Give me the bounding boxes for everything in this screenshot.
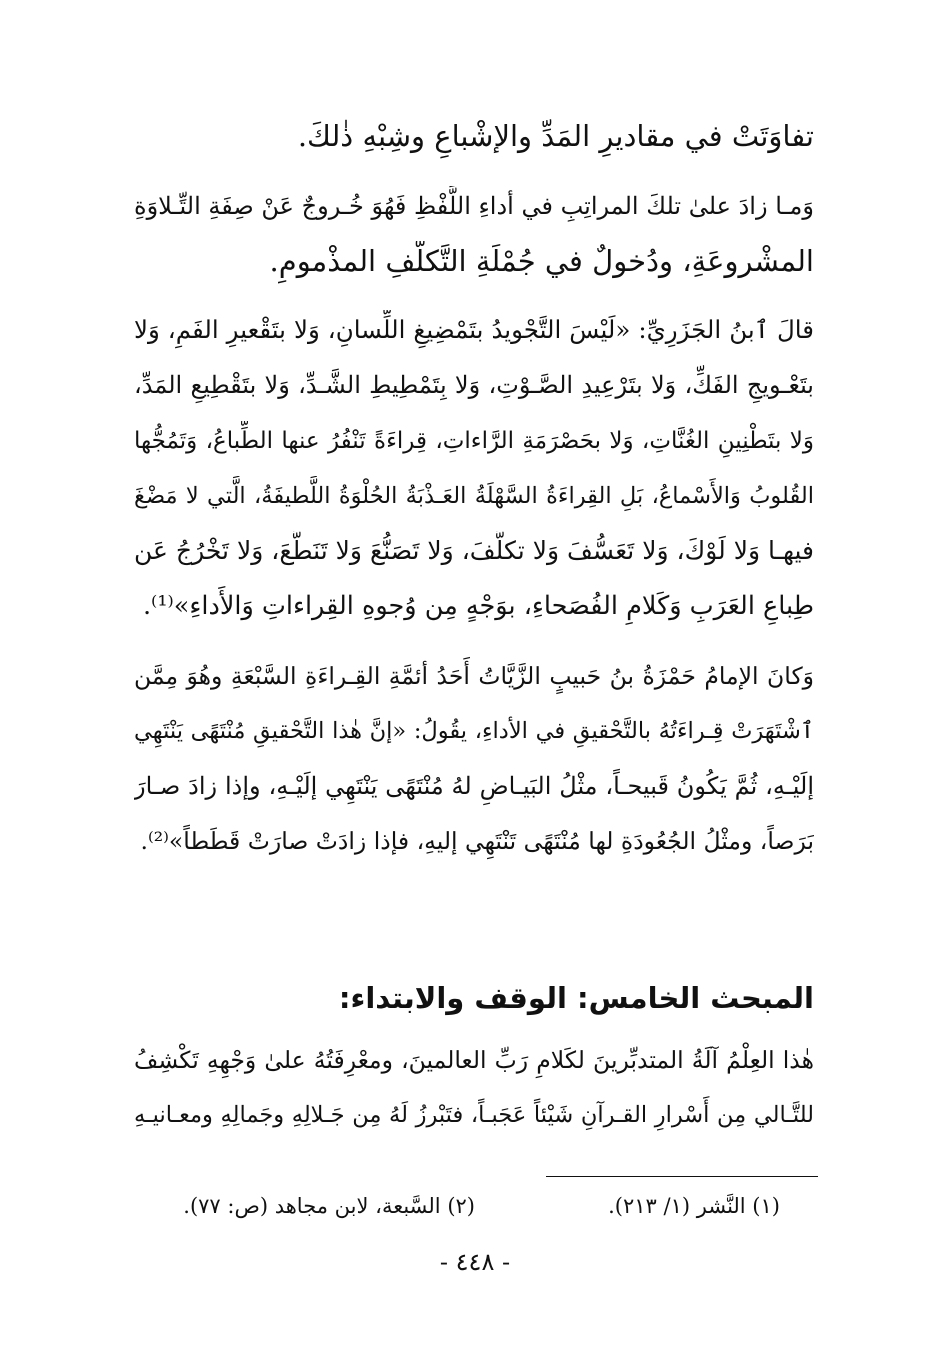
paragraph-4-line-4: بَرَصاً، ومثْلُ الجُعُودَةِ لها مُنْتَهًى تَنْتَهِي إليهِ، فإذا زادَتْ صارَتْ قَطَطاً»⁽²⁾. xyxy=(140,827,814,855)
paragraph-3-line-4: القُلوبُ وَالأَسْماعُ، بَلِ القِراءَةُ السَّهْلَةُ العَـذْبَةُ الحُلْوَةُ اللَّطيفَةُ، الَّتي لا مَضْغَ xyxy=(134,483,814,509)
paragraph-5-line-1: هٰذا العِلْمُ آلَةُ المتدبِّرينَ لكَلامِ رَبِّ العالمينَ، ومعْرِفَتُهُ علىٰ وَجْهِهِ تَكْشِفُ xyxy=(134,1046,814,1074)
paragraph-4-line-3: إلَيْـهِ، ثُمَّ يَكُونُ قَبيحـاً، مثْلُ البَيـاضِ لهُ مُنْتَهًى يَنْتَهِي إلَيْـهِ، وإذا زادَ صـارَ xyxy=(134,772,814,800)
paragraph-2-line-2: المشْروعَةِ، ودُخولٌ في جُمْلَةِ التَّكلُّفِ المذْمومِ. xyxy=(269,244,814,278)
paragraph-4-line-2: ٱشْتَهَرَتْ قِـراءَتُهُ بالتَّحْقيقِ في الأداءِ، يقُولُ: «إنَّ هٰذا التَّحْقيقِ مُنْتَهًى يَنْتَهِي xyxy=(134,718,814,744)
page-number: - ٤٤٨ - xyxy=(439,1248,511,1276)
footnote-2: (٢) السَّبعة، لابن مجاهد (ص: ٧٧). xyxy=(183,1194,475,1218)
paragraph-3-line-6: طِباعِ العَرَبِ وَكَلامِ الفُصَحاءِ، بوَجْهٍ مِن وُجوهِ القِراءاتِ وَالأَداءِ»⁽¹⁾. xyxy=(142,591,814,621)
footnote-1: (١) النَّشر (١/ ٢١٣). xyxy=(608,1194,780,1218)
paragraph-3-line-2: بتَعْـويجِ الفَكِّ، وَلا بتَرْعِيدِ الصَّـوْتِ، وَلا بِتَمْطِيطِ الشَّـدِّ، وَلا بتَقْطِيعِ المَدِّ، xyxy=(134,371,814,399)
paragraph-3-line-3: وَلا بتَطْنِينِ الغُنَّاتِ، وَلا بحَصْرَمَةِ الرَّاءاتِ، قِراءَةً تَنْفُرُ عنها الطِّباعُ، وَتَمُجُّها xyxy=(134,428,814,454)
section-heading: المبحث الخامس: الوقف والابتداء: xyxy=(338,981,814,1015)
paragraph-2-line-1: وَمـا زادَ علىٰ تلكَ المراتِبِ في أداءِ اللَّفْظِ فَهُوَ خُـروجٌ عَنْ صِفَةِ التِّـلاوَةِ xyxy=(134,192,814,220)
paragraph-3-line-5: فيهـا وَلا لَوْكَ، وَلا تَعَسُّفَ وَلا تكلُّفَ، وَلا تَصَنُّعَ وَلا تَنَطُّعَ، وَلا تَخْرُجُ عَن xyxy=(134,536,814,565)
paragraph-5-line-2: للتَّـالي مِن أَسْرارِ القـرآنِ شَيْئاً عَجَبـاً، فتَبْرزُ لَهُ مِن جَـلالِهِ وجَمالِهِ ومعـانيـهِ xyxy=(134,1102,814,1128)
paragraph-1-line-1: تفاوَتَتْ في مقاديرِ المَدِّ والإشْباعِ وشِبْهِ ذٰلكَ. xyxy=(297,119,814,153)
paragraph-4-line-1: وَكانَ الإمامُ حَمْزَةُ بنُ حَبيبٍ الزَّيَّاتُ أَحَدُ أئمَّةِ القِـراءَةِ السَّبْعَةِ وهُوَ مِمَّن xyxy=(134,662,814,690)
paragraph-3-line-1: قالَ ٱبنُ الجَزَرِيِّ: «لَيْسَ التَّجْويدُ بتَمْضِيغِ اللِّسانِ، وَلا بتَقْعيرِ الفَمِ، وَلا xyxy=(134,315,814,344)
footnote-separator xyxy=(546,1176,818,1177)
